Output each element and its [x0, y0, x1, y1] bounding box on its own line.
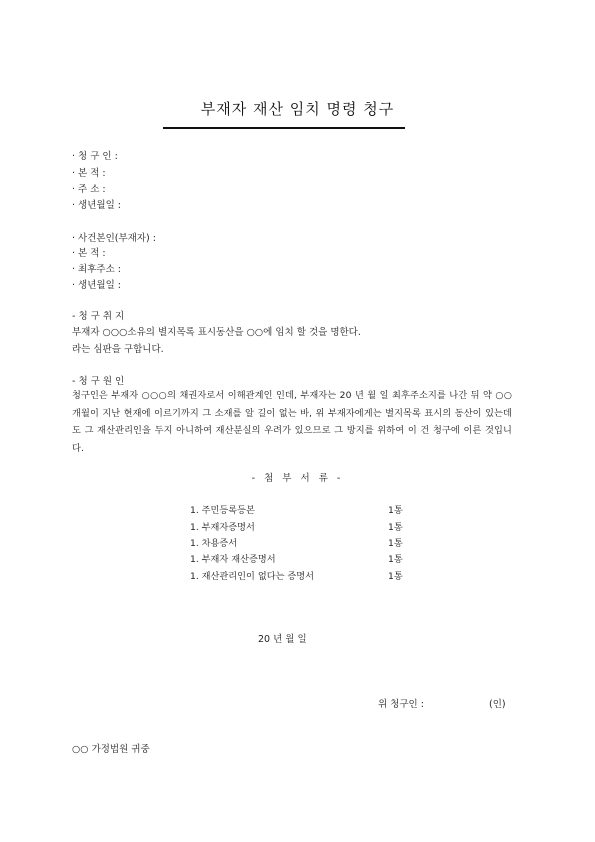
attachment-item-qty: 1통	[388, 522, 403, 533]
attachment-item-qty: 1통	[388, 571, 403, 582]
subject-birth-label: · 생년월일 :	[72, 280, 121, 291]
purpose-line-1: 부재자 ○○○소유의 별지목록 표시동산을 ○○에 임치 할 것을 명한다.	[72, 327, 361, 338]
claimant-domicile-label: · 본 적 :	[72, 168, 106, 179]
attachments-heading: - 첨 부 서 류 -	[251, 473, 344, 484]
court-addressee: ○○ 가정법원 귀중	[72, 744, 150, 755]
attachment-item-qty: 1통	[388, 505, 403, 516]
attachment-item-label: 1. 부재자 재산증명서	[190, 554, 276, 565]
attachment-item-qty: 1통	[388, 554, 403, 565]
attachment-item-label: 1. 주민등록등본	[190, 505, 255, 516]
claimant-name-label: · 청 구 인 :	[72, 151, 118, 162]
claimant-address-label: · 주 소 :	[72, 184, 106, 195]
document-title: 부재자 재산 임치 명령 청구	[200, 100, 395, 118]
subject-domicile-label: · 본 적 :	[72, 248, 106, 259]
cause-body: 청구인은 부재자 ○○○의 채권자로서 이해관계인 인데, 부재자는 20 년 월 일 최후주소지를 나간 뒤 약 ○○개월이 지난 현재에 이르기까지 그 소재를 알 길이 없는 바, 위 부재자에게는 별지목록 표시의 동산이 있는데도 그 재산관리인을 두지 아니하여 재산분실의 우려가 있으므로 그 방지를 위하여 이 건 청구에 이른 것입니다.	[72, 390, 512, 454]
subject-last-address-label: · 최후주소 :	[72, 264, 121, 275]
seal-mark: (인)	[489, 699, 506, 710]
attachment-item-label: 1. 차용증서	[190, 538, 238, 549]
cause-heading: - 청 구 원 인	[72, 376, 125, 387]
claimant-birth-label: · 생년월일 :	[72, 200, 121, 211]
attachment-item-qty: 1통	[388, 538, 403, 549]
title-underline	[163, 127, 405, 129]
document-date: 20 년 월 일	[258, 634, 307, 645]
attachment-item-label: 1. 부재자증명서	[190, 522, 255, 533]
purpose-heading: - 청 구 취 지	[72, 311, 125, 322]
signature-label: 위 청구인 :	[378, 699, 424, 710]
attachment-item-label: 1. 재산관리인이 없다는 증명서	[190, 571, 315, 582]
purpose-line-2: 라는 심판을 구합니다.	[72, 344, 164, 355]
subject-header: · 사건본인(부재자) :	[72, 233, 156, 244]
